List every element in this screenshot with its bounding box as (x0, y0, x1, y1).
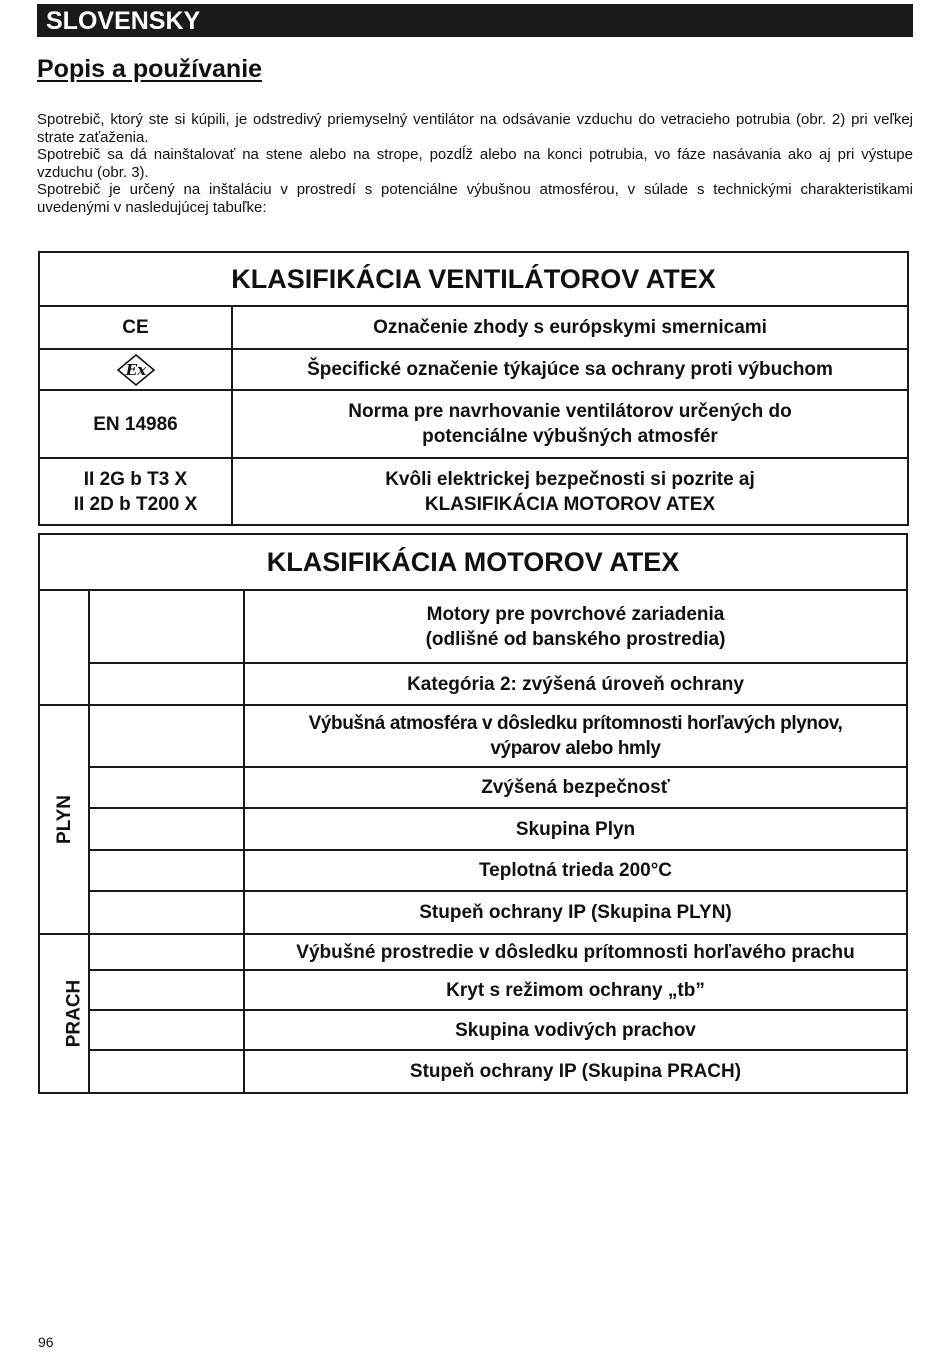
motor-table-title: KLASIFIKÁCIA MOTOROV ATEX (39, 534, 907, 590)
svg-text:Ex: Ex (125, 360, 146, 379)
intro-paragraph: Spotrebič, ktorý ste si kúpili, je odstredivý priemyselný ventilátor na odsávanie vzduchu do vetracieho potrubia (obr. 2) pri veľkej strate zaťaženia. (37, 111, 913, 146)
empty-cell (89, 1010, 244, 1050)
ex-atex-icon (115, 353, 157, 387)
intro-text (37, 111, 913, 216)
motor-row: Skupina vodivých prachov (244, 1010, 907, 1050)
ce-description-cell: Označenie zhody s európskymi smernicami (232, 306, 908, 349)
group-prach-cell (39, 934, 89, 1093)
fan-classification-table (38, 251, 909, 526)
language-header: SLOVENSKY (37, 4, 913, 37)
motor-row: Motory pre povrchové zariadenia (odlišné od banského prostredia) (244, 590, 907, 663)
motor-classification-table (38, 533, 908, 1094)
motor-row: Skupina Plyn (244, 808, 907, 850)
motor-row: Kategória 2: zvýšená úroveň ochrany (244, 663, 907, 705)
fan-table-title: KLASIFIKÁCIA VENTILÁTOROV ATEX (39, 252, 908, 306)
motor-row: Stupeň ochrany IP (Skupina PRACH) (244, 1050, 907, 1093)
atex-marking-description-cell: Kvôli elektrickej bezpečnosti si pozrite aj KLASIFIKÁCIA MOTOROV ATEX (232, 458, 908, 525)
ce-code-cell: CE (39, 306, 232, 349)
en-norm-description-cell: Norma pre navrhovanie ventilátorov určených do potenciálne výbušných atmosfér (232, 390, 908, 458)
empty-cell (89, 767, 244, 808)
empty-cell (89, 970, 244, 1010)
page-number: 96 (38, 1334, 54, 1350)
group-plyn-label: PLYN (53, 795, 75, 844)
group-plyn-cell (39, 705, 89, 934)
motor-row: Výbušné prostredie v dôsledku prítomnosti horľavého prachu (244, 934, 907, 970)
motor-row: Kryt s režimom ochrany „tb” (244, 970, 907, 1010)
ex-description-cell: Špecifické označenie týkajúce sa ochrany proti výbuchom (232, 349, 908, 390)
empty-cell (89, 705, 244, 767)
empty-cell (89, 808, 244, 850)
group-prach-label: PRACH (63, 979, 85, 1048)
section-title: Popis a používanie (37, 55, 263, 83)
motor-row: Zvýšená bezpečnosť (244, 767, 907, 808)
group-cell-empty (39, 590, 89, 705)
intro-paragraph: Spotrebič sa dá nainštalovať na stene alebo na strope, pozdĺž alebo na konci potrubia, vo fáze nasávania ako aj pri výstupe vzduchu (obr. 3). (37, 146, 913, 181)
intro-paragraph: Spotrebič je určený na inštaláciu v prostredí s potenciálne výbušnou atmosférou, v súlade s technickými charakteristikami uvedenými v nasledujúcej tabuľke: (37, 181, 913, 216)
en-norm-code-cell: EN 14986 (39, 390, 232, 458)
motor-row: Teplotná trieda 200°C (244, 850, 907, 891)
empty-cell (89, 891, 244, 934)
atex-marking-code-cell: II 2G b T3 X II 2D b T200 X (39, 458, 232, 525)
empty-cell (89, 934, 244, 970)
empty-cell (89, 850, 244, 891)
motor-row: Výbušná atmosféra v dôsledku prítomnosti horľavých plynov, výparov alebo hmly (244, 705, 907, 767)
empty-cell (89, 1050, 244, 1093)
motor-row: Stupeň ochrany IP (Skupina PLYN) (244, 891, 907, 934)
ex-symbol-cell (39, 349, 232, 390)
empty-cell (89, 663, 244, 705)
empty-cell (89, 590, 244, 663)
